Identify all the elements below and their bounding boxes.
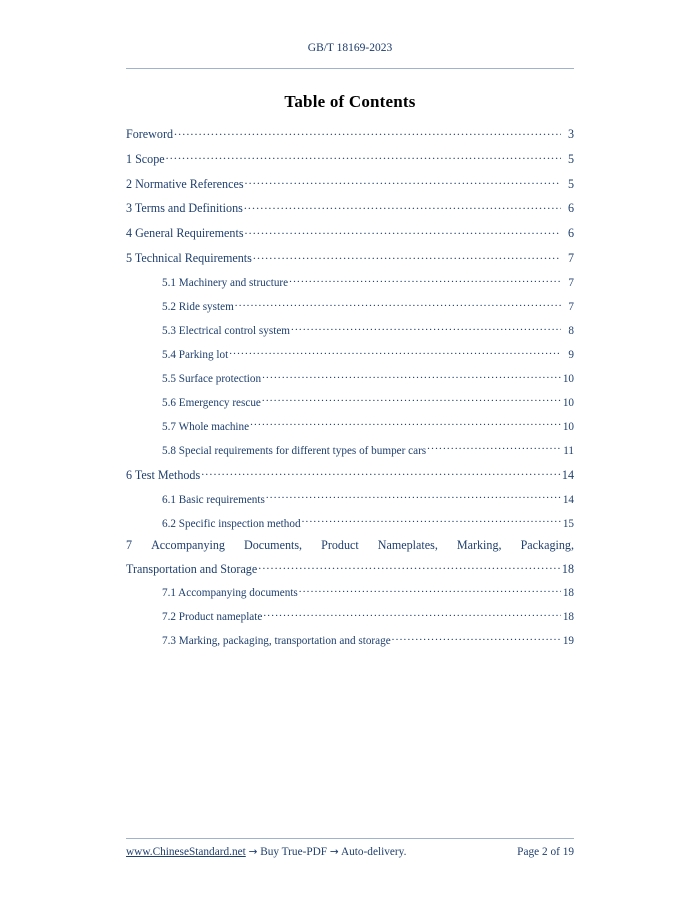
- toc-leader-dots: [244, 200, 561, 212]
- toc-word: Packaging,: [520, 538, 574, 553]
- toc-entry-label-line2: [126, 560, 574, 574]
- toc-entry-label: 6 Test Methods: [126, 467, 201, 482]
- toc-entry-page: 15: [562, 517, 574, 530]
- of-label: of: [550, 846, 560, 858]
- toc-word: Accompanying: [151, 538, 225, 553]
- page-footer: [126, 846, 574, 858]
- toc-entry-label: 7.1 Accompanying documents: [162, 587, 298, 600]
- toc-entry-label: 5 Technical Requirements: [126, 251, 252, 265]
- toc-entry[interactable]: [126, 467, 574, 481]
- toc-entry-page: 6: [567, 201, 574, 216]
- toc-entry[interactable]: [126, 275, 574, 289]
- toc-entry-label: 6.2 Specific inspection method: [162, 517, 301, 530]
- page-number: 2: [541, 846, 548, 858]
- toc-entry[interactable]: [126, 371, 574, 385]
- toc-entry[interactable]: [126, 609, 574, 623]
- total-pages: 19: [562, 846, 574, 858]
- toc-entry-label: 5.2 Ride system: [162, 300, 234, 313]
- toc-leader-dots: [229, 347, 561, 358]
- toc-entry-label: 5.5 Surface protection: [162, 372, 262, 385]
- footer-promo: [126, 846, 406, 858]
- toc-entry-label: 5.7 Whole machine: [162, 420, 250, 433]
- toc-entry[interactable]: [126, 491, 574, 505]
- toc-word: Documents,: [243, 538, 303, 553]
- toc-entry-page: 3: [567, 127, 574, 142]
- toc-word: 7: [126, 538, 133, 553]
- toc-entry[interactable]: [126, 585, 574, 599]
- toc-entry-label: 3 Terms and Definitions: [126, 201, 243, 216]
- toc-entry-label: 5.6 Emergency rescue: [162, 396, 261, 409]
- toc-leader-dots: [289, 275, 561, 286]
- website-link[interactable]: www.ChineseStandard.net: [126, 846, 246, 858]
- toc-entry-page: 6: [567, 226, 574, 241]
- toc-entry-page: 7: [568, 276, 574, 289]
- toc-entry-page: 5: [567, 176, 574, 191]
- toc-leader-dots: [266, 491, 561, 502]
- toc-leader-dots: [245, 176, 561, 188]
- arrow-right-icon: →: [248, 846, 258, 858]
- toc-leader-dots: [250, 419, 561, 430]
- footer-text-delivery: Auto-delivery.: [340, 846, 407, 858]
- toc-entry-label-line1: [126, 539, 574, 551]
- toc-entry-label: 6.1 Basic requirements: [162, 493, 265, 506]
- toc-entry-page: 8: [568, 324, 574, 337]
- toc-entry-page: 5: [567, 151, 574, 166]
- toc-entry[interactable]: [126, 151, 574, 165]
- toc-entry-page: 7: [567, 251, 574, 265]
- toc-entry-label: Foreword: [126, 127, 174, 142]
- toc-entry[interactable]: [126, 200, 574, 214]
- toc-entry-page: 10: [562, 396, 574, 409]
- toc-entry[interactable]: [126, 250, 574, 264]
- arrow-right-icon: →: [329, 846, 339, 858]
- toc-entry[interactable]: [126, 126, 574, 140]
- toc-entry-page: 10: [562, 372, 574, 385]
- standard-code: GB/T 18169-2023: [307, 42, 393, 54]
- toc-leader-dots: [427, 443, 561, 454]
- toc-entry[interactable]: [126, 323, 574, 337]
- toc-entry[interactable]: [126, 347, 574, 361]
- toc-entry-label: 4 General Requirements: [126, 226, 244, 241]
- toc-entry[interactable]: [126, 515, 574, 529]
- toc-leader-dots: [291, 323, 561, 334]
- toc-entry-label: 1 Scope: [126, 151, 165, 166]
- toc-leader-dots: [392, 633, 561, 644]
- toc-leader-dots: [245, 225, 561, 237]
- toc-entry[interactable]: [126, 539, 574, 574]
- toc-leader-dots: [258, 560, 561, 572]
- toc-entry-page: 18: [561, 561, 574, 576]
- toc-entry-page: 18: [562, 587, 574, 600]
- table-of-contents: [126, 126, 574, 657]
- header-divider: [126, 68, 574, 69]
- toc-word: Product: [321, 538, 359, 553]
- toc-entry[interactable]: [126, 443, 574, 457]
- toc-entry-label: 7.2 Product nameplate: [162, 611, 263, 624]
- toc-entry-label: 5.1 Machinery and structure: [162, 276, 289, 289]
- toc-leader-dots: [262, 371, 561, 382]
- toc-entry-page: 19: [562, 635, 574, 648]
- toc-leader-dots: [253, 250, 561, 262]
- toc-word: Nameplates,: [377, 538, 438, 553]
- toc-leader-dots: [262, 395, 561, 406]
- toc-entry[interactable]: [126, 395, 574, 409]
- toc-leader-dots: [302, 515, 561, 526]
- toc-entry-page: 18: [562, 611, 574, 624]
- toc-leader-dots: [166, 151, 561, 163]
- toc-entry-label: 2 Normative References: [126, 176, 244, 191]
- toc-leader-dots: [174, 126, 561, 138]
- toc-leader-dots: [263, 609, 561, 620]
- page-indicator: [517, 846, 574, 858]
- toc-entry[interactable]: [126, 633, 574, 647]
- toc-leader-dots: [201, 467, 561, 479]
- toc-entry[interactable]: [126, 176, 574, 190]
- toc-entry-page: 9: [568, 348, 574, 361]
- toc-word: Marking,: [456, 538, 502, 553]
- toc-entry-label: Transportation and Storage: [126, 561, 258, 576]
- page-title: Table of Contents: [284, 92, 416, 111]
- toc-entry[interactable]: [126, 225, 574, 239]
- toc-leader-dots: [299, 585, 561, 596]
- toc-entry-label: 5.8 Special requirements for different types of bumper cars: [162, 444, 427, 457]
- page-header: [126, 42, 574, 54]
- toc-entry-page: 10: [562, 420, 574, 433]
- toc-entry-page: 14: [561, 467, 574, 482]
- toc-entry[interactable]: [126, 299, 574, 313]
- toc-entry-page: 14: [562, 493, 574, 506]
- footer-text-buy: Buy True-PDF: [260, 846, 328, 858]
- page-label: Page: [517, 846, 540, 858]
- toc-entry-page: 11: [563, 444, 574, 457]
- toc-entry-label: 5.3 Electrical control system: [162, 324, 290, 337]
- toc-entry-label: 5.4 Parking lot: [162, 348, 229, 361]
- toc-entry[interactable]: [126, 419, 574, 433]
- toc-entry-label: 7.3 Marking, packaging, transportation and storage: [162, 635, 391, 648]
- toc-leader-dots: [235, 299, 561, 310]
- toc-entry-page: 7: [568, 300, 574, 313]
- footer-divider: [126, 838, 574, 839]
